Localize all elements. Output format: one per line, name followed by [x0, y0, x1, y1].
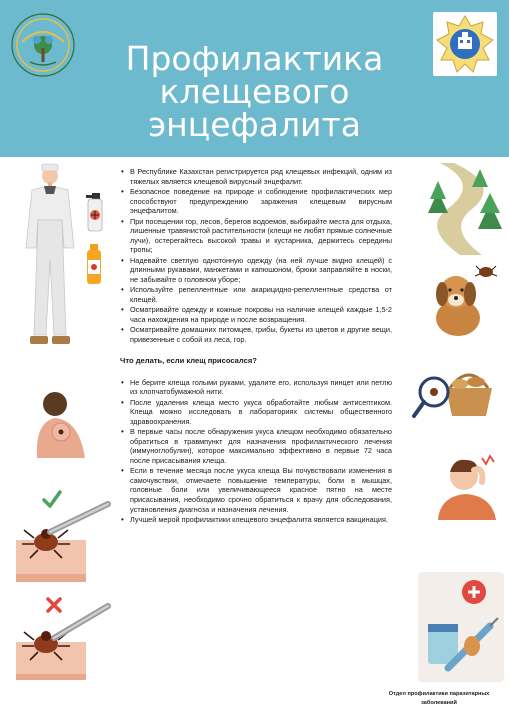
- repellent-bottle-icon: [85, 244, 103, 286]
- list-item: • При посещении гор, лесов, берегов водоемов, выбирайте места для отдыха, лишенные травянистой растительности (клещи не любят прямые солнечные лучи), остерегайтесь высокой травы и кустарника, держитесь середины тропы;: [120, 217, 392, 255]
- list-item: • Не берите клеща голыми руками, удалите его, используя пинцет или петлю из хлопчатобумажной нити.: [120, 378, 392, 397]
- list-item: • Осматривайте одежду и кожные покровы на наличие клещей каждые 1,5-2 часа нахождения на природе и после возвращения.: [120, 305, 392, 324]
- dog-icon: [428, 258, 504, 340]
- protective-suit-person-icon: [16, 160, 84, 352]
- list-item: • Если в течение месяца после укуса клеща Вы почувствовали изменения в самочувствии, отмечаете повышение температуры, боли в мышцах, головные боли или увеличивающееся красное пятно на месте присасывания, необходимо срочно обратиться к врачу для обследования, установления диагноза и назначения лечения.: [120, 466, 392, 514]
- footer-credit: [374, 690, 504, 708]
- prevention-list: [120, 167, 392, 344]
- list-item: • Лучшей мерой профилактики клещевого энцефалита является вакцинация.: [120, 515, 392, 525]
- tick-removal-wrong-icon: [14, 598, 112, 682]
- title-line: клещевого: [159, 72, 350, 111]
- org-emblem-icon: [10, 12, 76, 78]
- footer-line: Отдел профилактики паразитарных: [388, 691, 490, 697]
- action-list: [120, 378, 392, 525]
- list-item: • Осматривайте домашних питомцев, грибы, букеты из цветов и другие вещи, привезенные с собой из леса, гор.: [120, 325, 392, 344]
- list-item: • Безопасное поведение на природе и соблюдение профилактических мер способствуют предупреждению заражения клещевым вирусным энцефалитом.: [120, 187, 392, 216]
- tick-removal-correct-icon: [14, 500, 112, 584]
- page-title: [100, 39, 409, 144]
- title-line: энцефалита: [148, 105, 361, 144]
- headache-man-icon: [432, 452, 502, 520]
- list-item: • Надевайте светлую однотонную одежду (на ней лучше видно клещей) с длинными рукавами, манжетами и капюшоном, брюки заправляйте в носки, не забывайте о головном уборе;: [120, 256, 392, 285]
- vaccine-icon: [418, 572, 504, 682]
- list-item: • В первые часы после обнаружения укуса клещом необходимо обязательно обратиться в травмпункт для назначения профилактического лечения (иммуноглобулин), которое максимально эффективно в первые 72 часа после присасывания клеща.: [120, 427, 392, 465]
- forest-path-icon: [420, 163, 502, 255]
- footer-line: заболеваний: [421, 700, 457, 706]
- title-line: Профилактика: [125, 39, 384, 78]
- tick-on-back-icon: [33, 390, 88, 458]
- center-emblem-icon: [433, 12, 497, 76]
- repellent-spray-icon: [84, 193, 106, 233]
- list-item: • После удаления клеща место укуса обработайте любым антисептиком. Клеща можно исследовать в лабораториях системы общественного здравоохранения.: [120, 398, 392, 427]
- list-item: • Используйте репеллентные или акарицидно-репеллентные средства от клещей.: [120, 285, 392, 304]
- mushroom-basket-magnifier-icon: [410, 358, 502, 422]
- list-item: • В Республике Казахстан регистрируется ряд клещевых инфекций, одним из тяжелых является клещевой вирусный энцефалит.: [120, 167, 392, 186]
- section-heading: Что делать, если клещ присосался?: [120, 356, 257, 366]
- main-text: [120, 167, 392, 525]
